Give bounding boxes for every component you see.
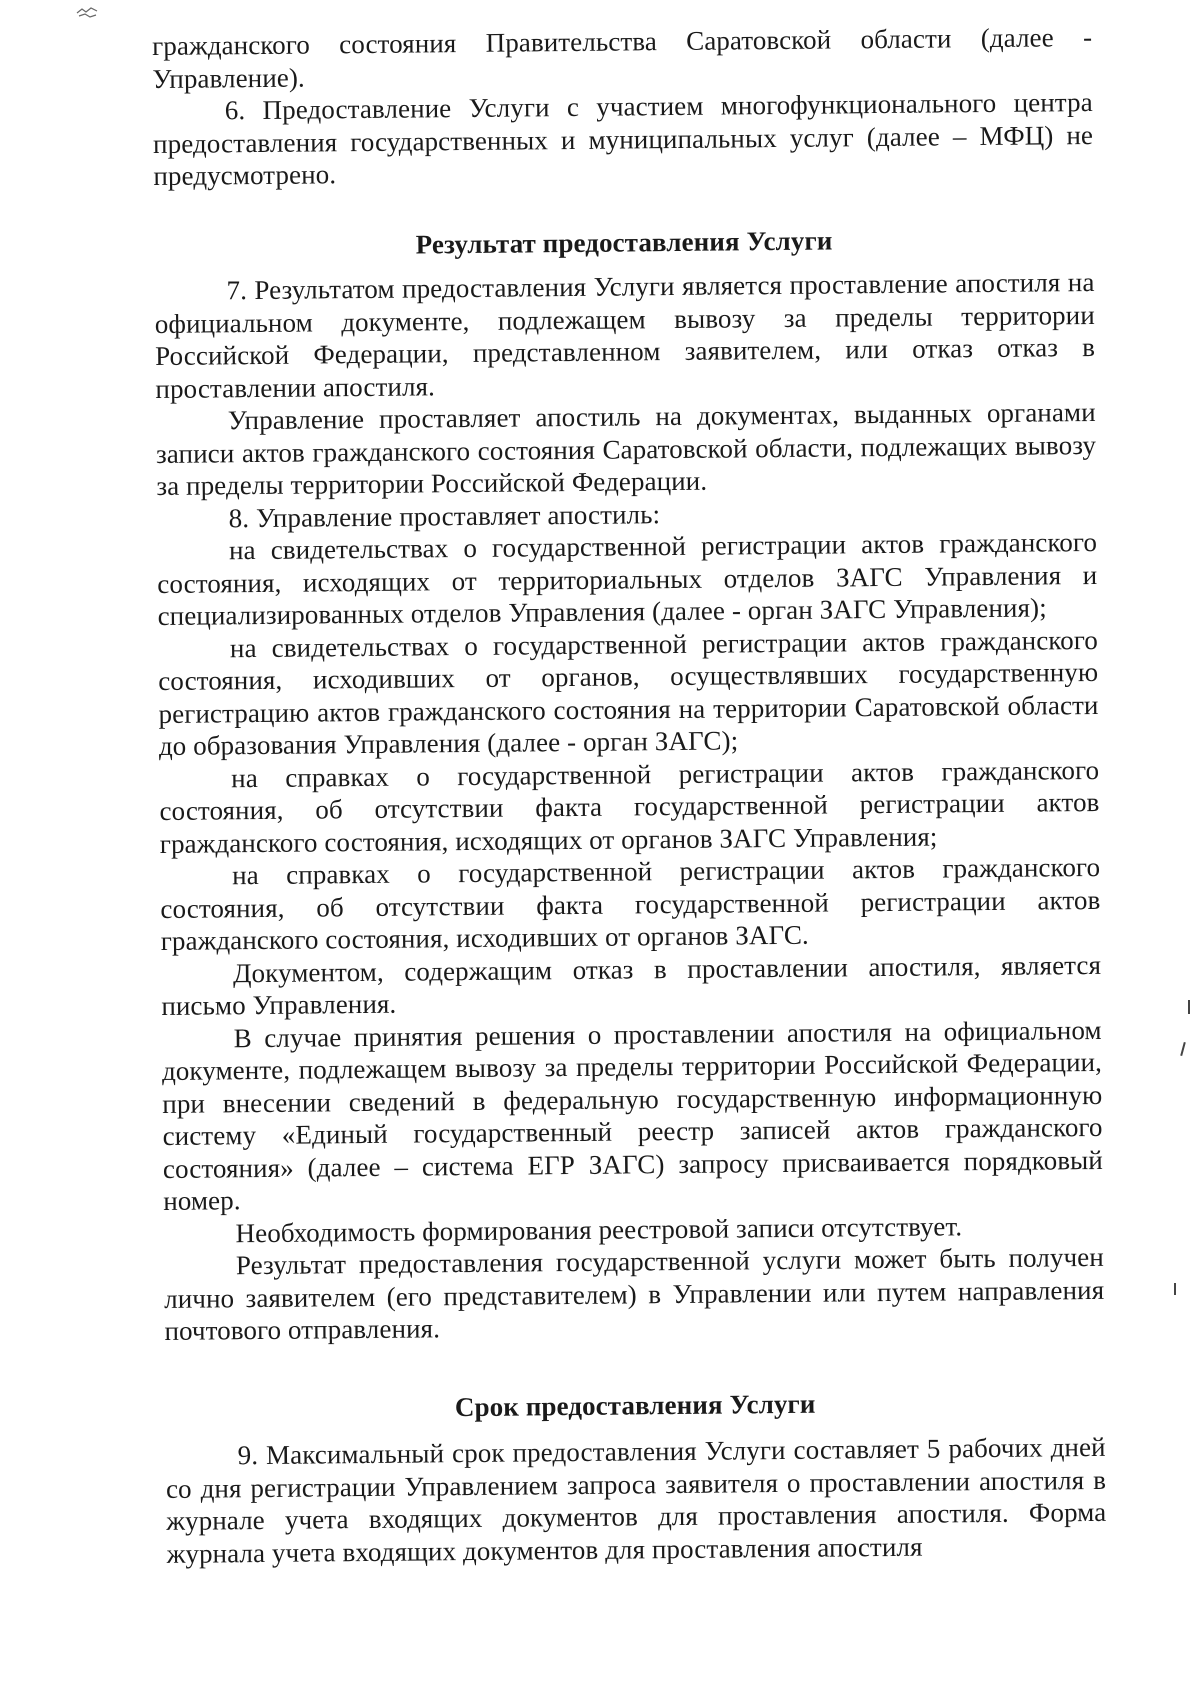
paragraph-7: 7. Результатом предоставления Услуги является проставление апостиля на официальном документе, подлежащем вывозу за пределы территории Российской Федерации, представленном заявителем, или отказ отказ в проставлении апостиля. bbox=[154, 266, 1096, 404]
scan-edge-mark bbox=[1180, 1042, 1186, 1056]
paragraph-continuation: гражданского состояния Правительства Саратовской области (далее - Управление). bbox=[152, 21, 1093, 94]
scan-artifact-icon bbox=[76, 6, 98, 20]
paragraph-8-f: В случае принятия решения о проставлении апостиля на официальном документе, подлежащем вывозу за пределы территории Российской Федерации, при внесении сведений в федеральную государственную информационную систему «Единый государственный реестр записей актов гражданского состояния» (далее – система ЕГР ЗАГС) запросу присваивается порядковый номер. bbox=[161, 1014, 1104, 1216]
scan-edge-mark bbox=[1174, 1283, 1176, 1295]
paragraph-8-a: на свидетельствах о государственной регистрации актов гражданского состояния, исходящих от территориальных отделов ЗАГС Управления и специализированных отделов Управления (далее - орган ЗАГС Управления); bbox=[157, 526, 1098, 631]
paragraph-8-b: на свидетельствах о государственной регистрации актов гражданского состояния, исходивших от органов, осуществлявших государственную регистрацию актов гражданского состояния на территории Саратовской области до образования Управления (далее - орган ЗАГС); bbox=[158, 624, 1099, 761]
paragraph-8-c: на справках о государственной регистрации актов гражданского состояния, об отсутствии факта государственной регистрации актов гражданского состояния, исходящих от органов ЗАГС Управления; bbox=[159, 754, 1100, 859]
heading-result: Результат предоставления Услуги bbox=[415, 224, 833, 259]
scan-edge-mark bbox=[1188, 1000, 1190, 1014]
paragraph-8-d: на справках о государственной регистрации актов гражданского состояния, об отсутствии факта государственной регистрации актов гражданского состояния, исходивших от органов ЗАГС. bbox=[160, 851, 1101, 956]
paragraph-8: 8. Управление проставляет апостиль: bbox=[228, 498, 661, 533]
paragraph-6: 6. Предоставление Услуги с участием многофункционального центра предоставления государственных и муниципальных услуг (далее – МФЦ) не предусмотрено. bbox=[152, 86, 1094, 191]
paragraph-7-2: Управление проставляет апостиль на документах, выданных органами записи актов гражданского состояния Саратовской области, подлежащих вывозу за пределы территории Российской Федерации. bbox=[155, 396, 1097, 501]
heading-term: Срок предоставления Услуги bbox=[454, 1388, 816, 1422]
paragraph-8-g: Необходимость формирования реестровой записи отсутствует. bbox=[235, 1210, 963, 1248]
paragraph-8-e: Документом, содержащим отказ в проставлении апостиля, является письмо Управления. bbox=[161, 949, 1102, 1021]
document-body bbox=[152, 21, 1107, 1570]
paragraph-9: 9. Максимальный срок предоставления Услуги составляет 5 рабочих дней со дня регистрации Управлением запроса заявителя о проставлении апостиля в журнале учета входящих документов для проставления апостиля. Форма журнала учета входящих документов для проставления апостиля bbox=[165, 1431, 1107, 1569]
paragraph-8-h: Результат предоставления государственной услуги может быть получен лично заявителем (его представителем) в Управлении или путем направления почтового отправления. bbox=[164, 1241, 1105, 1346]
